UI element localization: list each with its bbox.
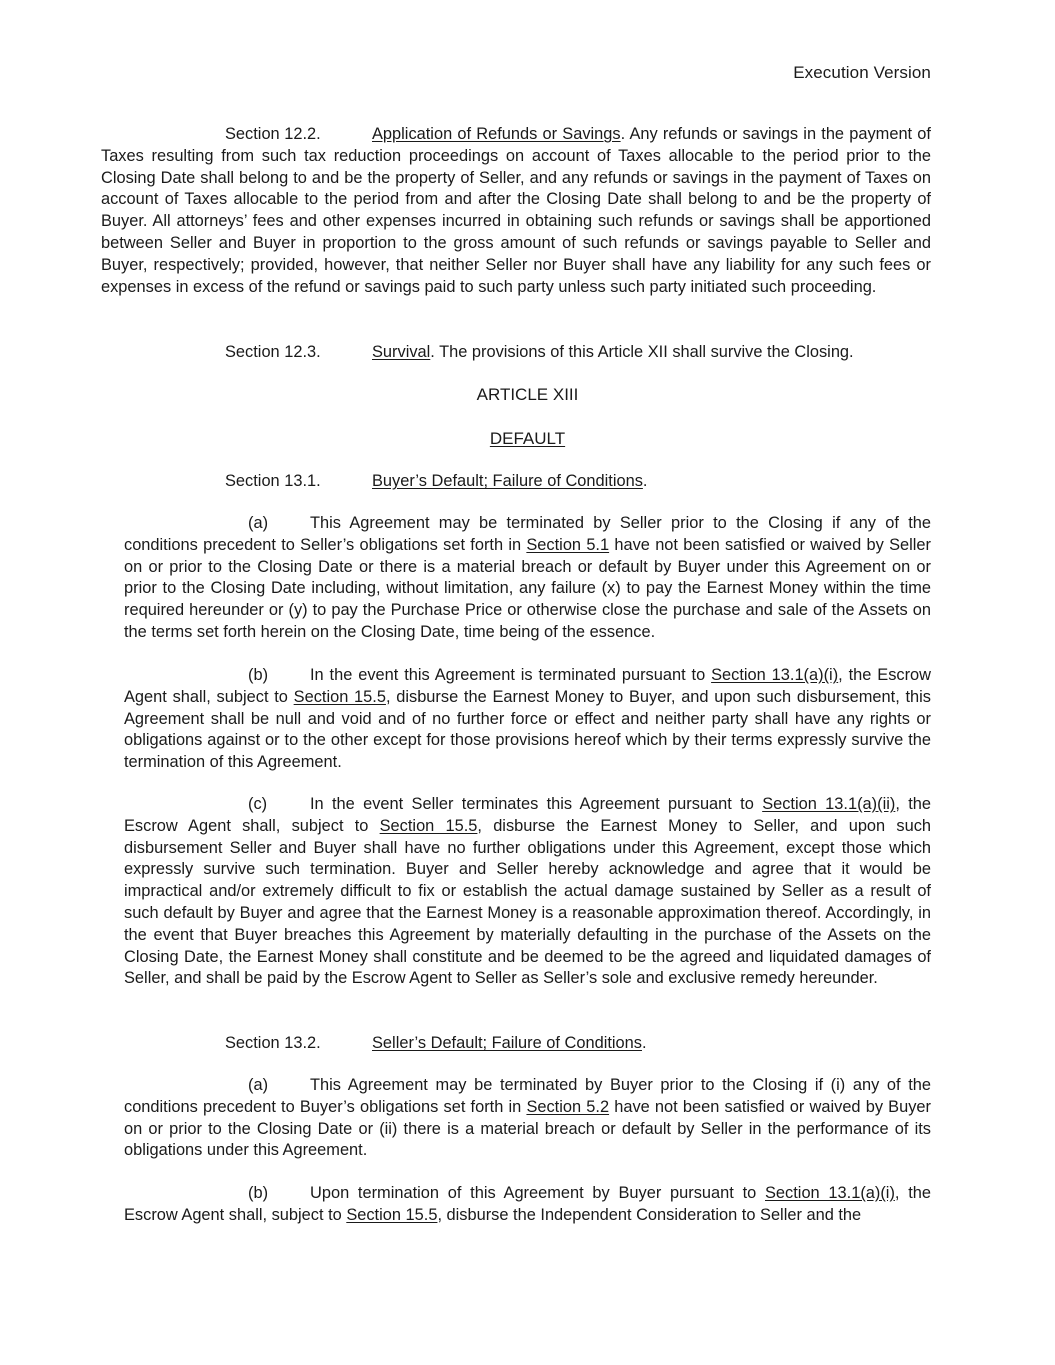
article-heading: ARTICLE XIII — [476, 385, 579, 404]
subsection-label: (a) — [248, 514, 269, 532]
section-13-1-heading — [225, 471, 931, 493]
section-13-1-period: . — [642, 472, 648, 490]
paragraph-text: , disburse the Independent Consideration to Seller and the — [437, 1205, 862, 1224]
section-13-1-a-paragraph — [124, 513, 931, 644]
section-reference: Section 13.1(a)(i) — [711, 666, 839, 684]
section-reference: Section 5.2 — [526, 1097, 610, 1116]
section-13-2-a-paragraph — [124, 1075, 931, 1162]
section-12-3-number: Section 12.3. — [225, 343, 321, 361]
paragraph-text: have not been satisfied or waived by Buyer on or prior to the Closing Date or (ii) there is a material breach or default by Seller in the performance of its obligations under this Agreement. — [124, 1097, 932, 1160]
subsection-label: (c) — [248, 795, 268, 813]
paragraph-text: have not been satisfied or waived by Seller on or prior to the Closing Date or there is a material breach or default by Buyer under this Agreement on or prior to the Closing Date including, without limitation, any failure (x) to pay the Earnest Money within the time required hereunder or (y) to pay the Purchase Price or otherwise close the purchase and sale of the Assets on the terms set forth herein on the Closing Date, time being of the essence. — [124, 535, 931, 641]
paragraph-text: In the event Seller terminates this Agreement pursuant to — [310, 795, 763, 813]
section-13-2-number: Section 13.2. — [225, 1034, 321, 1052]
section-13-1-b-paragraph — [124, 665, 931, 774]
article-title-text: DEFAULT — [489, 429, 566, 448]
section-13-2-b-paragraph — [124, 1183, 931, 1227]
section-13-1-c-paragraph — [124, 794, 931, 990]
article-title — [101, 428, 954, 450]
section-12-2-body: . Any refunds or savings in the payment of Taxes resulting from such tax reduction proceedings on account of Taxes allocable to the period prior to the Closing Date shall belong to and be the property of Seller, and any refunds or savings in the payment of Taxes on account of Taxes allocable to the period from and after the Closing Date shall belong to and be the property of Buyer. All attorneys’ fees and other expenses incurred in obtaining such refunds or savings shall be apportioned between Seller and Buyer in proportion to the gross amount of such refunds or savings payable to Seller and Buyer, respectively; provided, however, that neither Seller nor Buyer shall have any liability for any such fees or expenses in excess of the refund or savings paid to such party unless such party initiated such proceeding. — [101, 125, 931, 296]
section-reference: Section 15.5 — [379, 816, 478, 835]
section-12-3-body: . The provisions of this Article XII shall survive the Closing. — [430, 343, 854, 361]
section-13-1-title: Buyer’s Default; Failure of Conditions — [372, 472, 643, 490]
section-12-2-number: Section 12.2. — [225, 125, 321, 143]
section-reference: Section 13.1(a)(i) — [765, 1184, 895, 1202]
section-13-2-heading — [225, 1033, 931, 1055]
execution-version-label: Execution Version — [793, 63, 931, 82]
subsection-label: (a) — [248, 1076, 269, 1094]
section-reference: Section 15.5 — [293, 687, 386, 706]
section-12-3-paragraph — [225, 342, 931, 364]
section-reference: Section 5.1 — [526, 535, 610, 554]
section-12-3-title: Survival — [372, 343, 431, 361]
paragraph-text: , the Escrow Agent shall, subject to — [124, 666, 932, 706]
paragraph-text: This Agreement may be terminated by Seller prior to the Closing if any of the conditions precedent to Seller’s obligations set forth in — [124, 514, 931, 554]
subsection-label: (b) — [248, 666, 269, 684]
section-12-2-paragraph — [101, 124, 931, 298]
subsection-label: (b) — [248, 1184, 269, 1202]
section-reference: Section 13.1(a)(ii) — [762, 795, 896, 813]
paragraph-text: , disburse the Earnest Money to Seller, and upon such disbursement Seller and Buyer shall have no further obligations under this Agreement, except those which expressly survive such termination. Buyer and Seller hereby acknowledge and agree that it would be impractical and/or extremely difficult to fix or establish the actual damage sustained by Seller as a result of such default by Buyer and agree that the Earnest Money is a reasonable approximation thereof. Accordingly, in the event that Buyer breaches this Agreement by materially defaulting in the purchase of the Assets on the Closing Date, the Earnest Money shall constitute and be deemed to be the agreed and liquidated damages of Seller, and shall be paid by the Escrow Agent to Seller as Seller’s sole and exclusive remedy hereunder. — [124, 816, 931, 988]
paragraph-text: This Agreement may be terminated by Buyer prior to the Closing if (i) any of the conditions precedent to Buyer’s obligations set forth in — [124, 1076, 931, 1116]
section-reference: Section 15.5 — [346, 1205, 438, 1224]
paragraph-text: , disburse the Earnest Money to Buyer, and upon such disbursement, this Agreement shall be null and void and of no further force or effect and neither party shall have any rights or obligations against or to the other except for those provisions hereof which by their terms expressly survive the termination of this Agreement. — [124, 687, 932, 772]
paragraph-text: In the event this Agreement is terminated pursuant to — [310, 666, 712, 684]
section-13-1-number: Section 13.1. — [225, 472, 321, 490]
paragraph-text: , the Escrow Agent shall, subject to — [124, 795, 931, 835]
section-12-2-title: Application of Refunds or Savings — [372, 125, 621, 143]
paragraph-text: , the Escrow Agent shall, subject to — [124, 1184, 931, 1224]
section-13-2-title: Seller’s Default; Failure of Conditions — [372, 1034, 642, 1052]
paragraph-text: Upon termination of this Agreement by Buyer pursuant to — [310, 1184, 765, 1202]
section-13-2-period: . — [641, 1034, 647, 1052]
